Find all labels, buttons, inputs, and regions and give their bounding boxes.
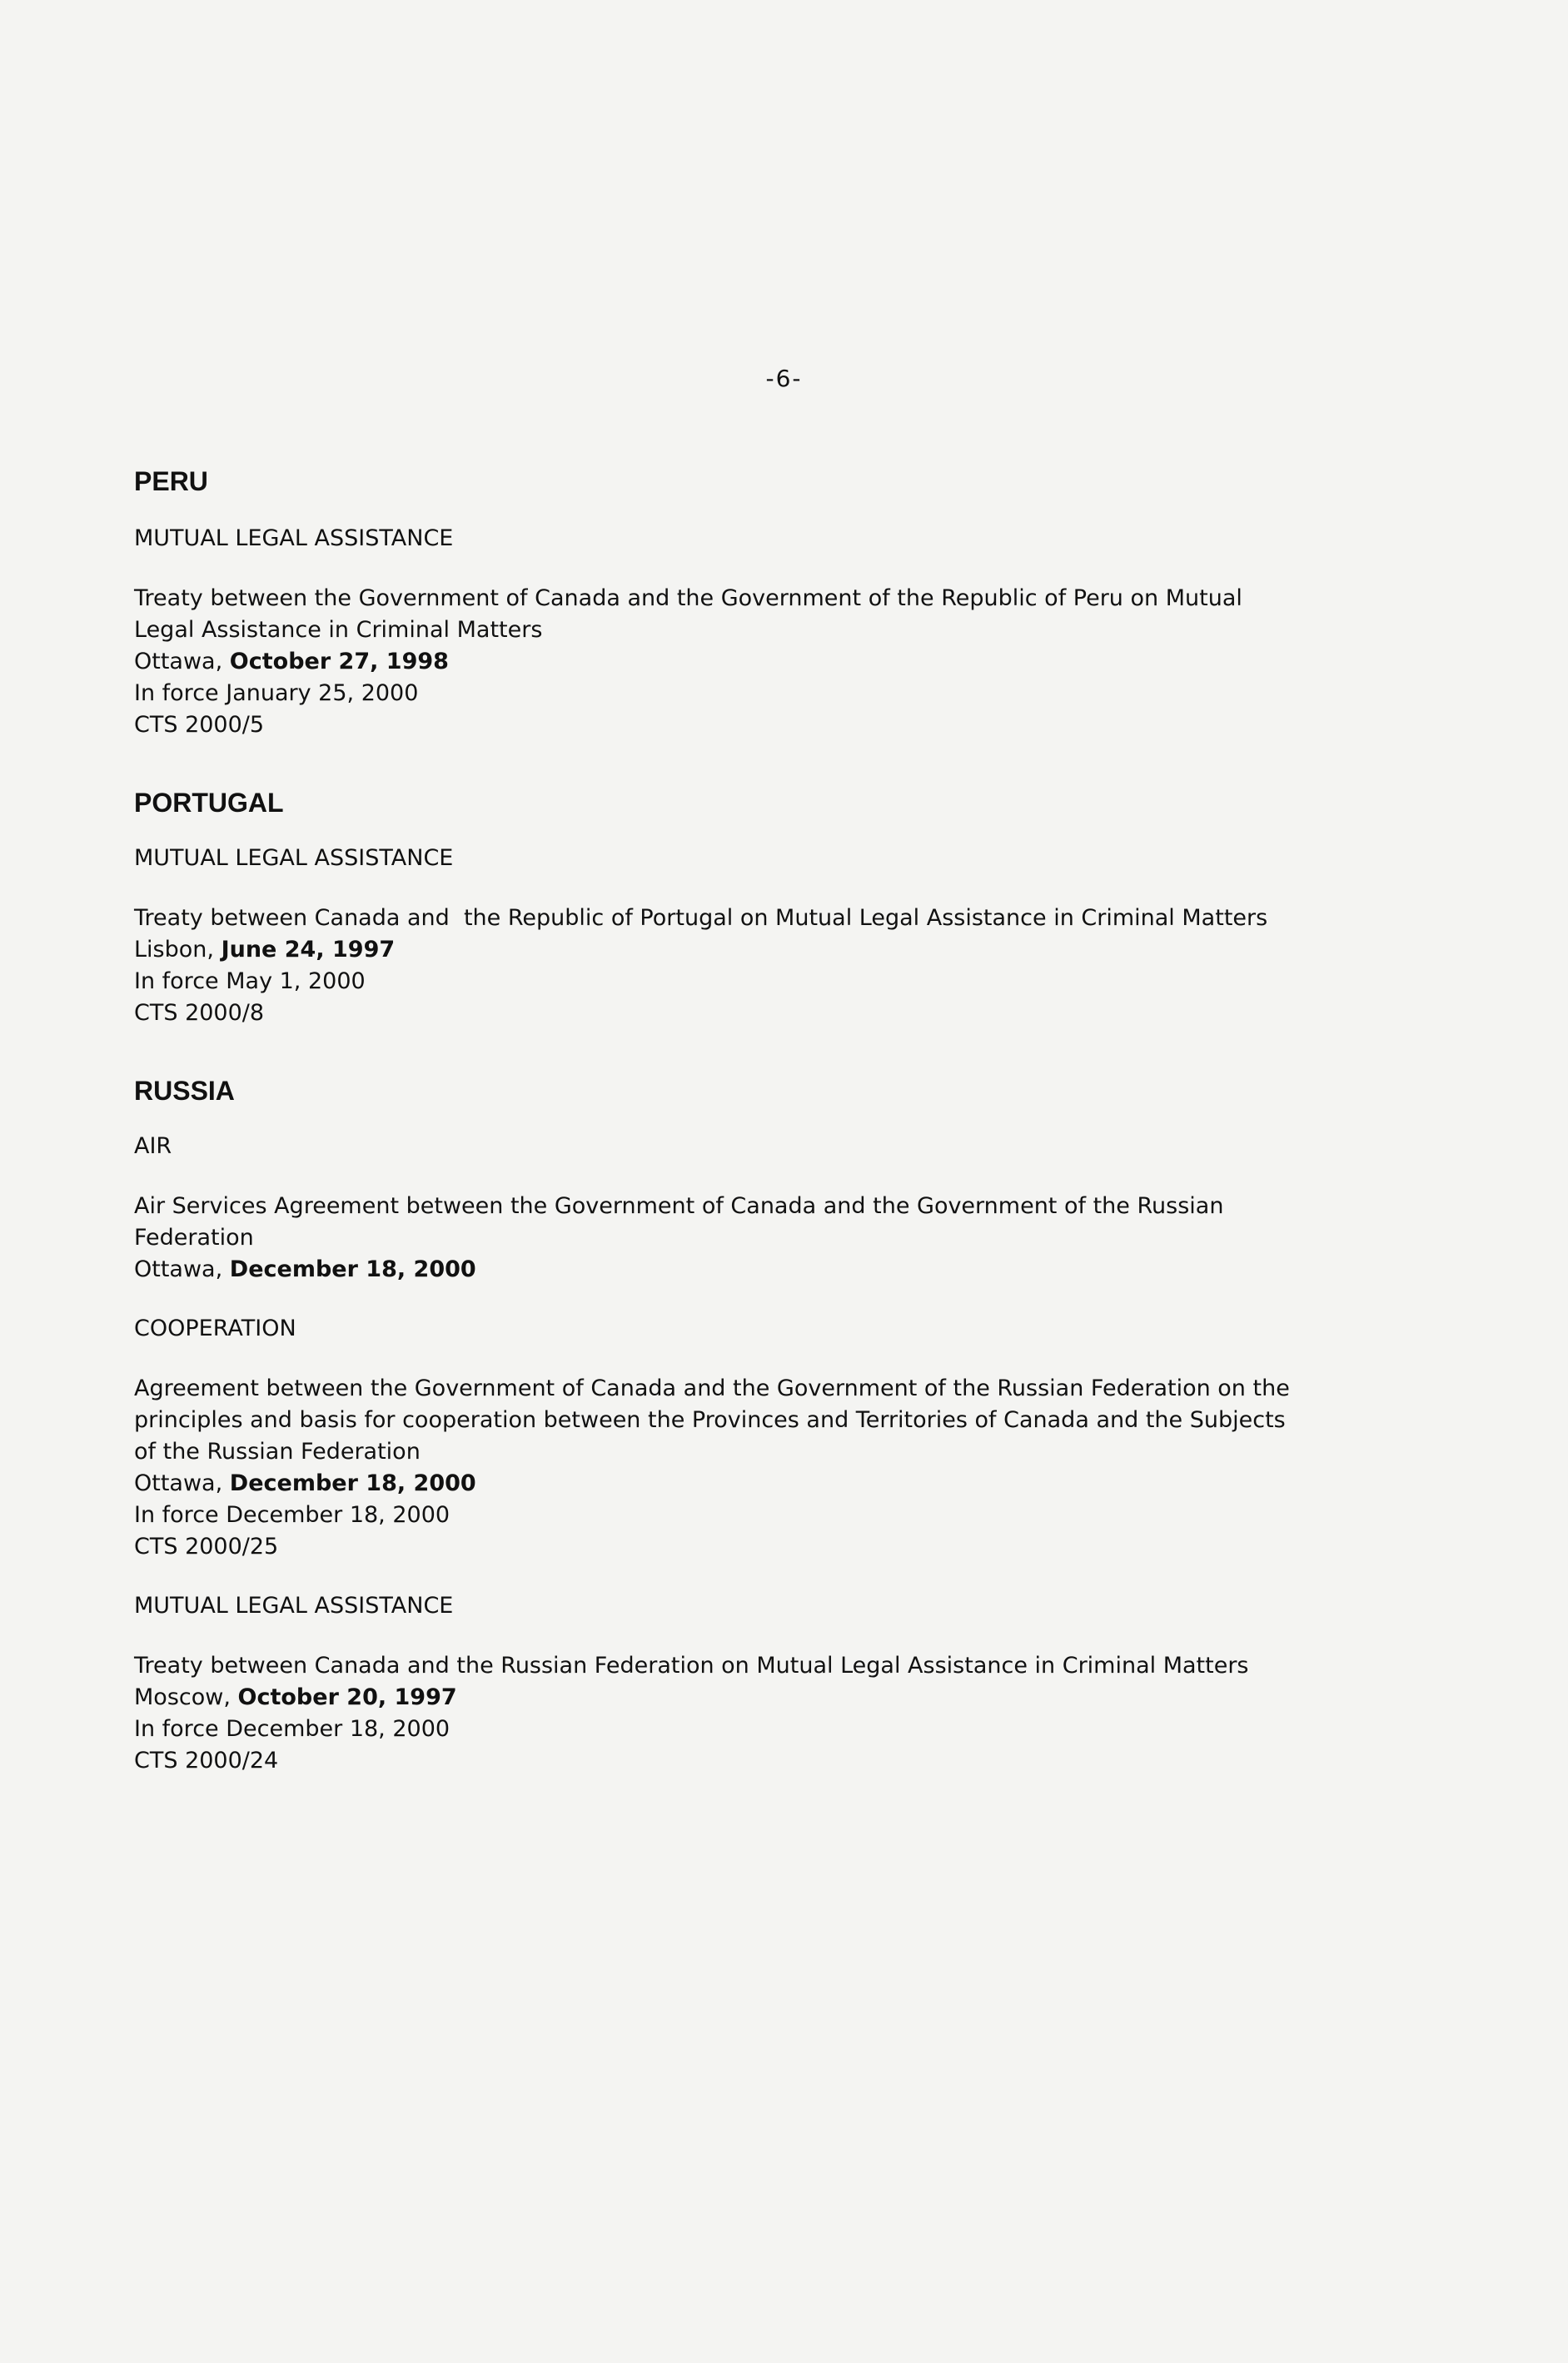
signing-place: Ottawa, xyxy=(134,649,223,674)
signing-place: Lisbon, xyxy=(134,937,214,963)
treaty-title: Air Services Agreement between the Government of Canada and the Government of the Russian xyxy=(134,1193,1224,1219)
section-peru xyxy=(134,466,1433,741)
signing-place: Moscow, xyxy=(134,1684,231,1710)
treaty-title-continued: Federation xyxy=(134,1225,254,1251)
cts-reference: CTS 2000/8 xyxy=(134,1000,265,1026)
cts-reference: CTS 2000/24 xyxy=(134,1748,279,1773)
category-label: MUTUAL LEGAL ASSISTANCE xyxy=(134,525,454,551)
treaty-title: Agreement between the Government of Canada and the Government of the Russian Federation on the xyxy=(134,1376,1290,1401)
signing-line xyxy=(134,1682,1433,1714)
cts-reference: CTS 2000/25 xyxy=(134,1534,279,1560)
treaty-title: Treaty between Canada and the Russian Federation on Mutual Legal Assistance in Criminal Matters xyxy=(134,1653,1249,1679)
treaty-title-continued: Legal Assistance in Criminal Matters xyxy=(134,617,543,643)
signing-date: October 27, 1998 xyxy=(229,649,449,674)
treaty-entry xyxy=(134,1373,1433,1563)
signing-place: Ottawa, xyxy=(134,1470,223,1496)
treaty-list xyxy=(134,466,1433,1807)
in-force-date: In force December 18, 2000 xyxy=(134,1502,450,1528)
signing-date: December 18, 2000 xyxy=(229,1256,476,1282)
signing-line xyxy=(134,1468,1433,1500)
in-force-date: In force December 18, 2000 xyxy=(134,1716,450,1742)
treaty-title-continued: principles and basis for cooperation between the Provinces and Territories of Canada and the Subjects xyxy=(134,1407,1286,1433)
subsection-air xyxy=(134,1133,1433,1286)
treaty-title-continued: of the Russian Federation xyxy=(134,1439,421,1465)
country-heading: PERU xyxy=(134,466,208,496)
signing-date: October 20, 1997 xyxy=(237,1684,457,1710)
treaty-title: Treaty between Canada and the Republic of Portugal on Mutual Legal Assistance in Criminal Matters xyxy=(134,905,1268,931)
subsection-cooperation xyxy=(134,1316,1433,1563)
signing-line xyxy=(134,646,1433,678)
category-label: AIR xyxy=(134,1133,172,1159)
category-label: MUTUAL LEGAL ASSISTANCE xyxy=(134,845,454,871)
country-heading: RUSSIA xyxy=(134,1076,235,1106)
in-force-date: In force May 1, 2000 xyxy=(134,968,366,994)
signing-date: June 24, 1997 xyxy=(221,937,396,963)
section-portugal xyxy=(134,788,1433,1029)
signing-date: December 18, 2000 xyxy=(229,1470,476,1496)
page-number: -6- xyxy=(765,365,803,392)
signing-place: Ottawa, xyxy=(134,1256,223,1282)
treaty-entry xyxy=(134,1191,1433,1286)
treaty-title: Treaty between the Government of Canada and the Government of the Republic of Peru on Mutual xyxy=(134,585,1242,611)
section-russia xyxy=(134,1076,1433,1777)
cts-reference: CTS 2000/5 xyxy=(134,712,265,738)
in-force-date: In force January 25, 2000 xyxy=(134,680,419,706)
treaty-entry xyxy=(134,583,1433,741)
country-heading: PORTUGAL xyxy=(134,788,284,818)
treaty-entry xyxy=(134,903,1433,1029)
treaty-entry xyxy=(134,1650,1433,1777)
subsection-mutual-legal-assistance xyxy=(134,1593,1433,1777)
signing-line xyxy=(134,934,1433,966)
category-label: MUTUAL LEGAL ASSISTANCE xyxy=(134,1593,454,1619)
category-label: COOPERATION xyxy=(134,1316,296,1341)
signing-line xyxy=(134,1254,1433,1286)
